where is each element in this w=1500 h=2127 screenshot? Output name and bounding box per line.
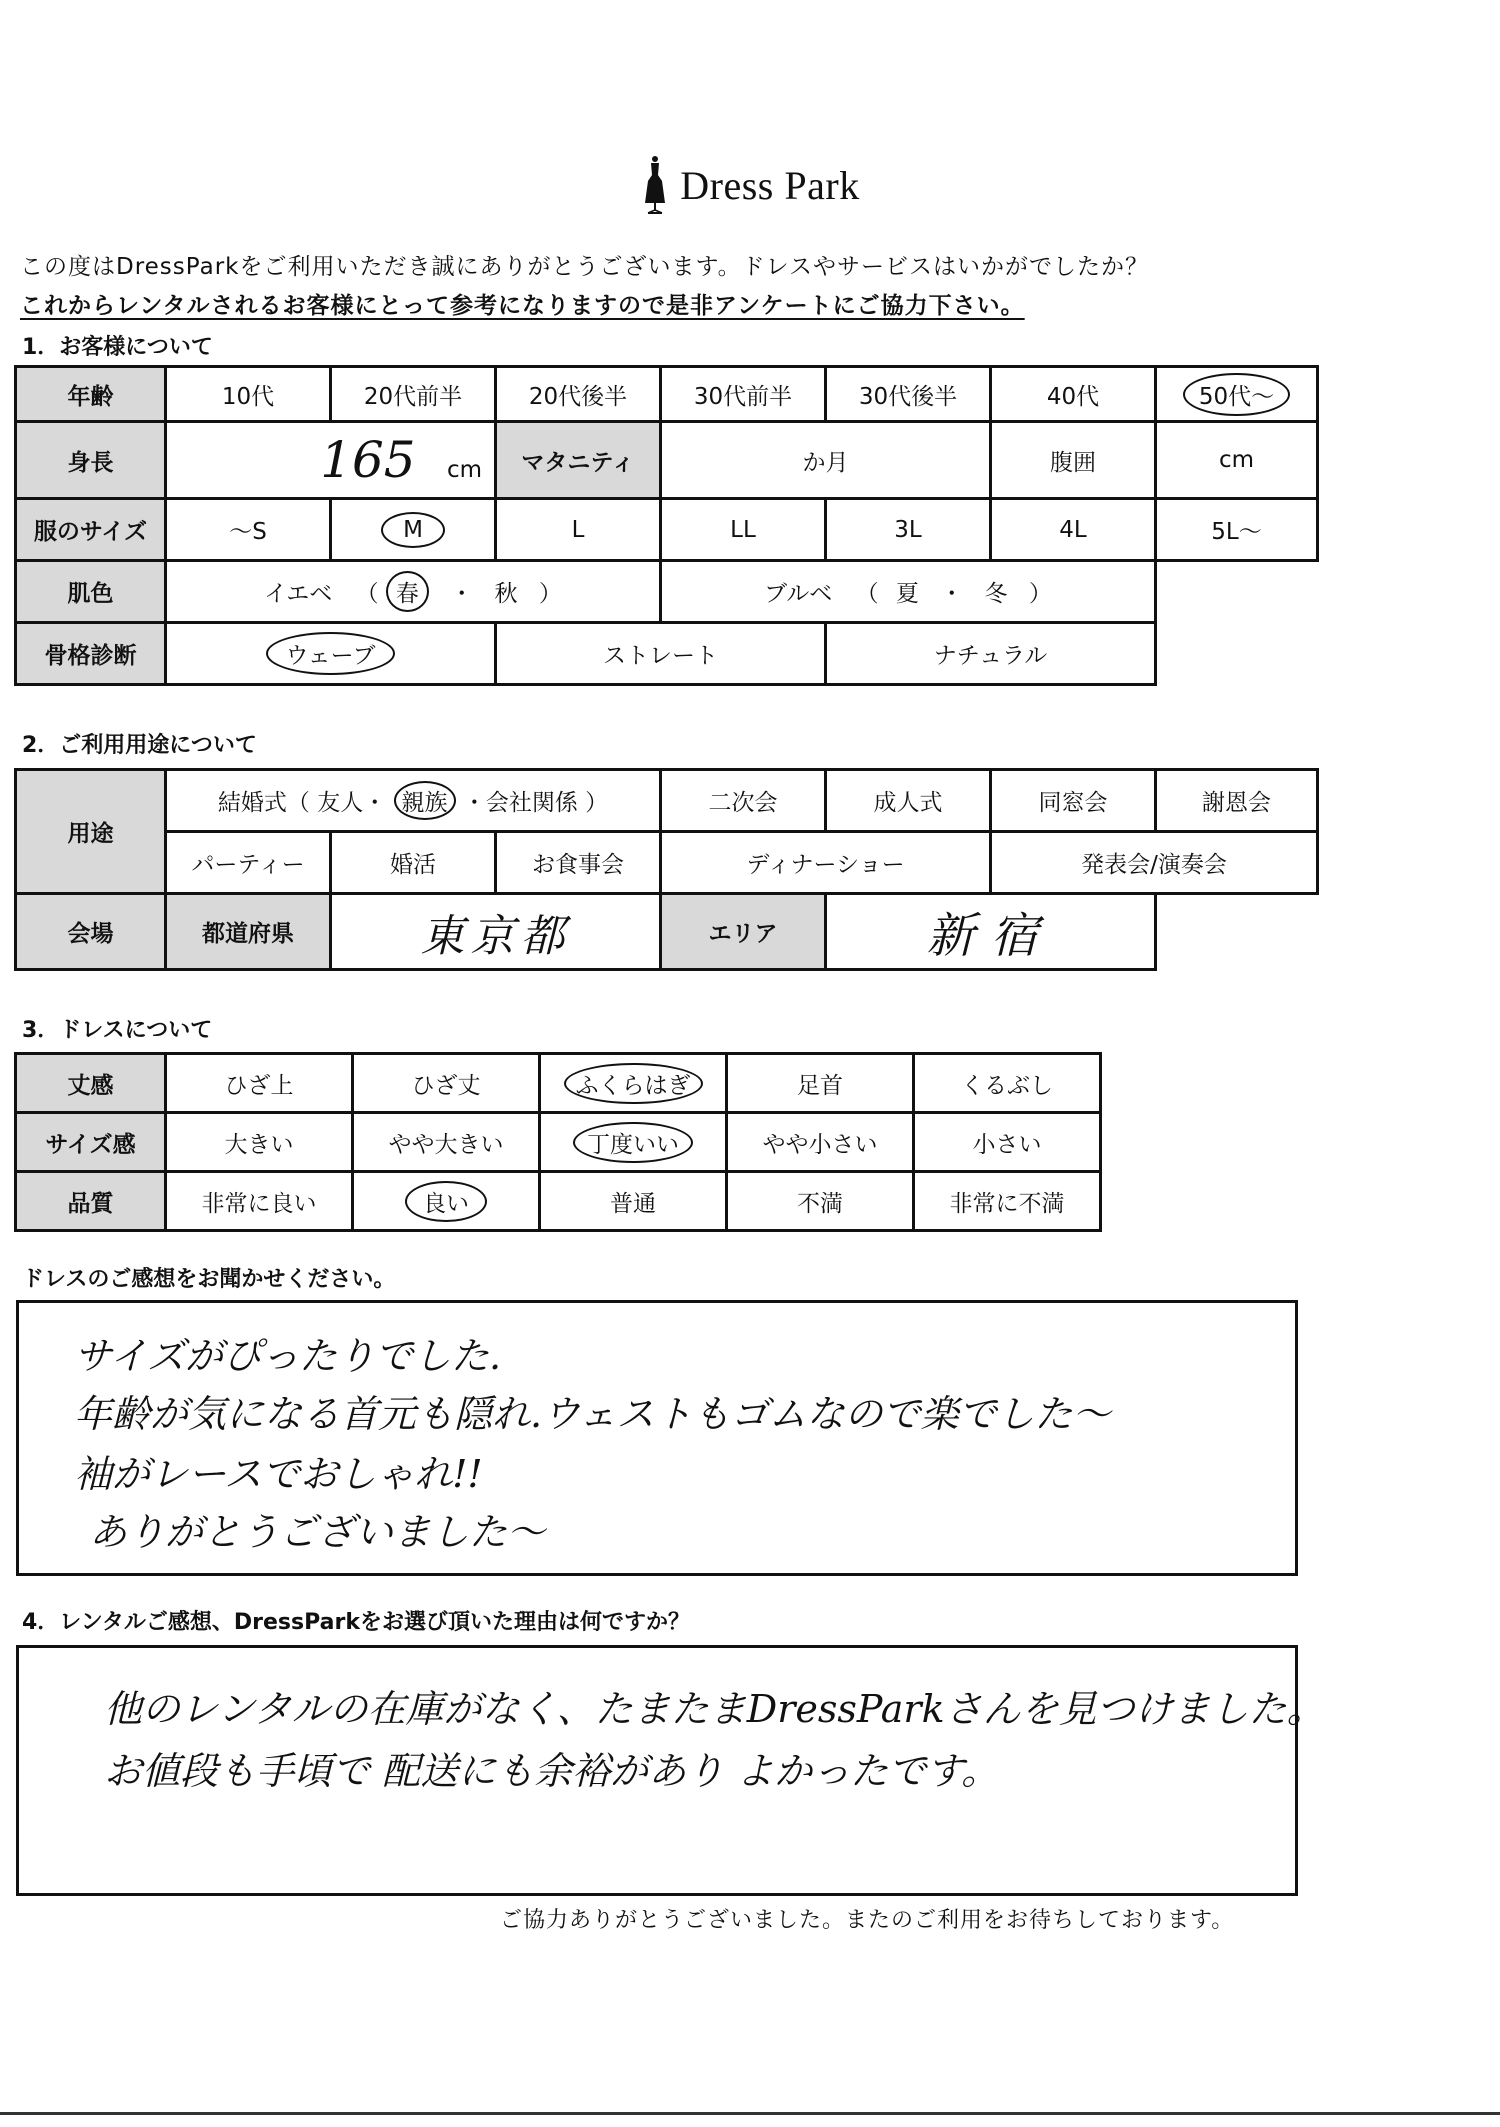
paren-close: ） — [1028, 581, 1052, 607]
quality-label: 品質 — [16, 1172, 166, 1231]
height-label: 身長 — [16, 422, 166, 499]
customer-table — [14, 365, 1319, 686]
venue-label: 会場 — [16, 894, 166, 970]
waist-unit: cm — [1218, 447, 1255, 473]
pref-value[interactable]: 東京都 — [331, 894, 661, 970]
purpose-option[interactable]: 同窓会 — [991, 770, 1156, 832]
selection-circle: 丁度いい — [573, 1122, 693, 1163]
skin-blue-label: ブルベ — [764, 581, 833, 607]
section-2-title: 2．ご利用用途について — [22, 733, 257, 758]
fit-label: サイズ感 — [16, 1113, 166, 1172]
area-label: エリア — [661, 894, 826, 970]
dress-comment-box[interactable] — [16, 1300, 1298, 1576]
age-option[interactable]: 20代前半 — [331, 367, 496, 422]
comment-line: お値段も手頃で 配送にも余裕があり よかったです。 — [104, 1749, 1000, 1793]
purpose-option[interactable]: お食事会 — [496, 832, 661, 894]
comment-line: 年齢が気になる首元も隠れ.ウェストもゴムなので楽でした～ — [74, 1392, 1111, 1436]
purpose-option[interactable]: 発表会/演奏会 — [991, 832, 1318, 894]
age-option[interactable]: 40代 — [991, 367, 1156, 422]
maternity-field[interactable] — [661, 422, 991, 499]
fit-option[interactable]: やや小さい — [727, 1113, 914, 1172]
dress-comment-prompt: ドレスのご感想をお聞かせください。 — [22, 1267, 396, 1292]
empty-cell — [1156, 561, 1318, 623]
comment-line: 袖がレースでおしゃれ!! — [74, 1452, 483, 1496]
wedding-prefix: 結婚式（ — [217, 790, 310, 816]
wedding-friend[interactable]: 友人・ — [317, 790, 387, 816]
skin-autumn[interactable]: 秋 — [494, 581, 518, 607]
purpose-label: 用途 — [16, 770, 166, 894]
area-value[interactable]: 新宿 — [826, 894, 1156, 970]
fit-option[interactable]: 大きい — [166, 1113, 353, 1172]
section-1-title: 1．お客様について — [22, 335, 213, 360]
dress-icon — [640, 155, 670, 215]
usage-table — [14, 768, 1319, 971]
fit-option[interactable]: 小さい — [914, 1113, 1101, 1172]
maternity-unit: か月 — [802, 449, 849, 476]
wedding-relative-selected[interactable]: 親族 — [394, 781, 456, 820]
selection-circle: 50代～ — [1183, 373, 1290, 416]
quality-option[interactable]: 普通 — [540, 1172, 727, 1231]
purpose-option[interactable]: 成人式 — [826, 770, 991, 832]
paren-close: ） — [538, 581, 562, 607]
selection-circle: M — [381, 512, 445, 548]
selection-circle: ふくらはぎ — [564, 1063, 703, 1104]
purpose-option[interactable]: 婚活 — [331, 832, 496, 894]
length-option[interactable]: くるぶし — [914, 1054, 1101, 1113]
frame-option-selected[interactable] — [166, 623, 496, 685]
selection-circle: ウェーブ — [266, 632, 396, 675]
size-option[interactable]: ～S — [166, 499, 331, 561]
size-option[interactable]: 5L～ — [1156, 499, 1318, 561]
skin-yellow[interactable] — [166, 561, 661, 623]
frame-label: 骨格診断 — [16, 623, 166, 685]
purpose-option[interactable]: ディナーショー — [661, 832, 991, 894]
separator-dot: ・ — [940, 581, 964, 607]
wedding-company[interactable]: ・会社関係 — [462, 790, 578, 816]
size-option[interactable]: LL — [661, 499, 826, 561]
length-option[interactable]: ひざ丈 — [353, 1054, 540, 1113]
age-option[interactable]: 30代前半 — [661, 367, 826, 422]
paren-open: （ — [355, 581, 379, 607]
footer-thanks: ご協力ありがとうございました。またのご利用をお待ちしております。 — [500, 1908, 1235, 1933]
section-3-title: 3．ドレスについて — [22, 1018, 213, 1043]
rental-comment-box[interactable] — [16, 1645, 1325, 1896]
empty-cell — [1156, 623, 1318, 685]
age-option[interactable]: 30代後半 — [826, 367, 991, 422]
quality-option[interactable]: 非常に良い — [166, 1172, 353, 1231]
quality-option-selected[interactable] — [353, 1172, 540, 1231]
maternity-label: マタニティ — [496, 422, 661, 499]
skin-spring-selected[interactable]: 春 — [386, 571, 429, 612]
purpose-wedding[interactable] — [166, 770, 661, 832]
comment-line: ありがとうございました～ — [89, 1510, 546, 1554]
purpose-option[interactable]: 謝恩会 — [1156, 770, 1318, 832]
brand-name: Dress Park — [680, 162, 860, 208]
frame-option[interactable]: ストレート — [496, 623, 826, 685]
skin-blue[interactable] — [661, 561, 1156, 623]
length-option[interactable]: ひざ上 — [166, 1054, 353, 1113]
size-label: 服のサイズ — [16, 499, 166, 561]
selection-circle: 良い — [405, 1181, 487, 1222]
brand-logo — [0, 155, 1500, 225]
pref-label: 都道府県 — [166, 894, 331, 970]
waist-field[interactable] — [1156, 422, 1318, 499]
size-option[interactable]: 3L — [826, 499, 991, 561]
height-unit: cm — [446, 457, 482, 483]
skin-yellow-label: イエベ — [264, 581, 333, 607]
age-option-selected[interactable] — [1156, 367, 1318, 422]
separator-dot: ・ — [450, 581, 474, 607]
wedding-suffix: ） — [585, 790, 609, 816]
length-label: 丈感 — [16, 1054, 166, 1113]
skin-label: 肌色 — [16, 561, 166, 623]
empty-cell — [1156, 894, 1318, 970]
size-option[interactable]: 4L — [991, 499, 1156, 561]
size-option[interactable]: L — [496, 499, 661, 561]
length-option[interactable]: 足首 — [727, 1054, 914, 1113]
height-value: 165 — [320, 431, 416, 489]
frame-option[interactable]: ナチュラル — [826, 623, 1156, 685]
size-option-selected[interactable] — [331, 499, 496, 561]
fit-option[interactable]: やや大きい — [353, 1113, 540, 1172]
age-label: 年齢 — [16, 367, 166, 422]
age-option[interactable]: 10代 — [166, 367, 331, 422]
intro-line-1: この度はDressParkをご利用いただき誠にありがとうございます。ドレスやサービスはいかがでしたか？ — [20, 254, 1149, 280]
quality-option[interactable]: 非常に不満 — [914, 1172, 1101, 1231]
skin-summer[interactable]: 夏 — [895, 581, 919, 607]
length-option-selected[interactable] — [540, 1054, 727, 1113]
height-field[interactable] — [166, 422, 496, 499]
bottom-divider — [0, 2112, 1500, 2115]
purpose-option[interactable]: パーティー — [166, 832, 331, 894]
comment-line: 他のレンタルの在庫がなく、たまたまDressParkさんを見つけました。 — [104, 1687, 1325, 1731]
intro-line-2: これからレンタルされるお客様にとって参考になりますので是非アンケートにご協力下さい。 — [20, 293, 1025, 319]
waist-label: 腹囲 — [991, 422, 1156, 499]
quality-option[interactable]: 不満 — [727, 1172, 914, 1231]
skin-winter[interactable]: 冬 — [984, 581, 1008, 607]
purpose-option[interactable]: 二次会 — [661, 770, 826, 832]
section-4-title: 4．レンタルご感想、DressParkをお選び頂いた理由は何ですか？ — [22, 1610, 690, 1635]
comment-line: サイズがぴったりでした. — [74, 1334, 502, 1378]
dress-table — [14, 1052, 1102, 1232]
fit-option-selected[interactable] — [540, 1113, 727, 1172]
paren-open: （ — [855, 581, 879, 607]
age-option[interactable]: 20代後半 — [496, 367, 661, 422]
